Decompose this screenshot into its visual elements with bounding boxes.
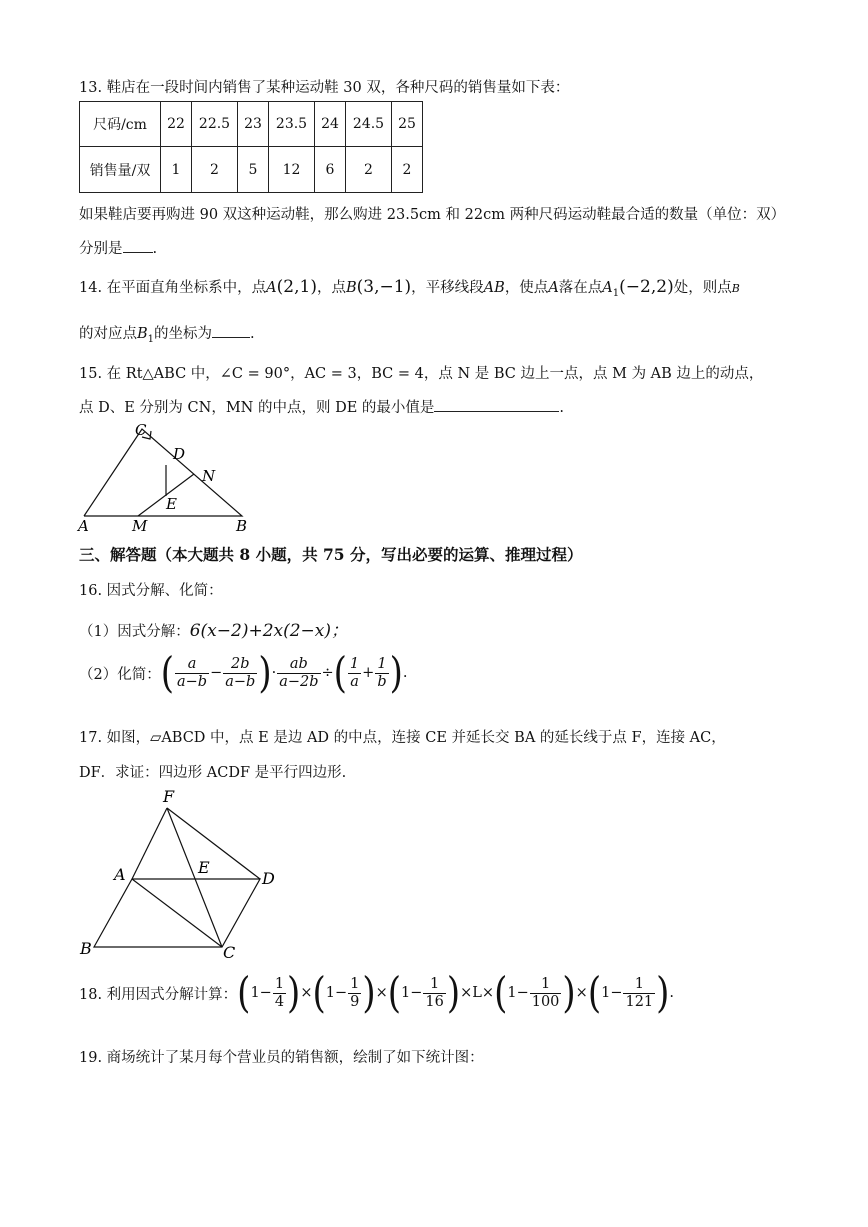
numerator: 1 (530, 976, 562, 994)
label-c: C (223, 943, 236, 962)
q13-text2 (79, 237, 157, 258)
numerator: ab (277, 656, 320, 674)
label-c: C (135, 421, 147, 439)
times-sign: × (481, 985, 495, 1002)
label-b: B (236, 517, 248, 535)
numerator: 1 (375, 656, 388, 674)
paren-left: ( (160, 648, 174, 699)
fraction (423, 976, 445, 1010)
q15-text: . (559, 400, 564, 416)
table-cell: 23.5 (269, 102, 315, 147)
one-minus: 1− (401, 985, 423, 1002)
label-a: A (114, 865, 126, 884)
table-header-size: 尺码/cm (80, 102, 161, 147)
table-cell: 22.5 (192, 102, 238, 147)
paren-right: ) (362, 968, 376, 1019)
denominator: 4 (274, 993, 285, 1010)
q19-text: 19. 商场统计了某月每个营业员的销售额，绘制了如下统计图： (79, 1050, 484, 1066)
paren-left: ( (312, 968, 326, 1019)
table-cell: 2 (346, 147, 392, 193)
q17-line2: DF．求证：四边形 ACDF 是平行四边形. (79, 765, 347, 781)
q13-text1: 如果鞋店要再购进 90 双这种运动鞋，那么购进 23.5cm 和 22cm 两种尺码运动鞋最合适的数量（单位：双） (79, 207, 786, 223)
denominator: a−b (225, 673, 256, 690)
q16-part2 (79, 648, 408, 699)
numerator: 1 (423, 976, 445, 994)
q16-part1-expr: 6(x−2)+2x(2−x)； (189, 621, 349, 641)
label-a: A (78, 517, 89, 535)
q14-line1 (79, 276, 740, 299)
q14-text: ，点 (316, 280, 346, 296)
q18-expression (79, 968, 675, 1019)
denominator: a (350, 673, 359, 690)
numerator: 1 (623, 976, 655, 994)
paren-left: ( (587, 968, 602, 1019)
label-n: N (202, 467, 216, 485)
label-d: D (173, 445, 186, 463)
paren-left: ( (333, 648, 347, 699)
q14-text: . (250, 326, 255, 342)
q14-point-a: A (548, 280, 559, 296)
one-minus: 1− (601, 985, 623, 1002)
q14-text: 的对应点 (79, 326, 137, 342)
denominator: b (377, 673, 387, 690)
label-d: D (262, 869, 275, 888)
table-cell: 24 (315, 102, 346, 147)
q14-segment-ab: AB (483, 280, 505, 296)
q14-text: 落在点 (558, 280, 603, 296)
fraction (277, 656, 320, 690)
fraction (223, 656, 257, 690)
numerator: a (175, 656, 209, 674)
table-cell: 2 (192, 147, 238, 193)
q14-a1-coord: (−2,2) (619, 277, 674, 297)
one-minus: 1− (250, 985, 272, 1002)
q17-parallelogram-figure (72, 784, 292, 964)
label-f: F (163, 787, 175, 806)
table-cell: 24.5 (346, 102, 392, 147)
paren-right: ) (287, 968, 301, 1019)
table-cell: 23 (238, 102, 269, 147)
q14-b1-sub: 1 (147, 333, 155, 345)
denominator: a−2b (279, 673, 319, 690)
numerator: 1 (274, 976, 285, 992)
answer-blank (123, 251, 153, 253)
q13-intro: 13. 鞋店在一段时间内销售了某种运动鞋 30 双，各种尺码的销售量如下表： (79, 80, 570, 96)
numerator: 1 (349, 656, 360, 672)
denominator: a−b (177, 673, 208, 690)
size-sales-table (79, 101, 423, 193)
q16-part2-label: （2）化简： (79, 666, 161, 683)
dot-operator: · (271, 665, 277, 682)
period: . (402, 665, 408, 682)
paren-right: ) (389, 648, 403, 699)
paren-right: ) (446, 968, 461, 1019)
table-cell: 6 (315, 147, 346, 193)
divide-sign: ÷ (321, 665, 334, 682)
answer-blank (434, 410, 559, 412)
times-sign: × (300, 985, 313, 1002)
period: . (669, 985, 675, 1002)
q14-point-b: B (731, 282, 740, 295)
numerator: 1 (350, 976, 360, 992)
q13-text2-label: 分别是 (79, 241, 123, 257)
table-cell: 25 (392, 102, 423, 147)
q14-point-a: A (266, 280, 277, 296)
one-minus: 1− (325, 985, 348, 1002)
ellipsis-glyph: L (472, 985, 482, 1002)
q16-title: 16. 因式分解、化简： (79, 583, 223, 599)
paren-left: ( (494, 968, 508, 1019)
table-header-sales: 销售量/双 (80, 147, 161, 193)
label-b: B (80, 939, 92, 958)
q14-a1-sub: 1 (612, 287, 620, 299)
label-e: E (198, 858, 210, 877)
q14-b-coord: (3,−1) (356, 277, 412, 297)
table-cell: 2 (392, 147, 423, 193)
q16-part1 (79, 616, 348, 641)
q16-part1-label: （1）因式分解： (79, 624, 190, 640)
numerator: 2b (223, 656, 257, 674)
label-e: E (166, 495, 177, 513)
denominator: 121 (625, 993, 654, 1010)
q15-text: 点 D、E 分别为 CN，MN 的中点，则 DE 的最小值是 (79, 400, 435, 416)
q15-triangle-figure (70, 418, 270, 536)
minus-sign: − (210, 665, 223, 682)
label-m: M (132, 517, 148, 535)
q14-text: 处，则点 (673, 280, 732, 296)
q14-point-b: B (345, 280, 357, 296)
q14-text: 14. 在平面直角坐标系中，点 (79, 280, 267, 296)
q15-line2 (79, 396, 564, 417)
paren-left: ( (387, 968, 402, 1019)
q17-line1: 17. 如图，▱ABCD 中，点 E 是边 AD 的中点，连接 CE 并延长交 BA 的延长线于点 F，连接 AC， (79, 730, 726, 746)
times-sign: × (375, 985, 388, 1002)
q13-text2-end: . (152, 241, 158, 257)
plus-sign: + (362, 665, 375, 682)
q14-text: ，平移线段 (411, 280, 484, 296)
paren-right: ) (656, 968, 670, 1019)
q14-point-a1: A (602, 280, 613, 296)
answer-blank (212, 336, 250, 338)
times-sign: × (460, 985, 473, 1002)
paren-left: ( (237, 968, 251, 1019)
section-3-heading: 三、解答题（本大题共 8 小题，共 75 分，写出必要的运算、推理过程） (79, 545, 583, 564)
table-cell: 12 (269, 147, 315, 193)
denominator: 16 (425, 993, 444, 1010)
one-minus: 1− (507, 985, 529, 1002)
table-cell: 5 (238, 147, 269, 193)
q18-label: 18. 利用因式分解计算： (79, 986, 238, 1003)
fraction (175, 656, 209, 690)
q14-point-b1: B (137, 326, 148, 342)
paren-right: ) (562, 968, 576, 1019)
q14-text: 的坐标为 (154, 326, 213, 342)
fraction (623, 976, 655, 1010)
fraction (530, 976, 562, 1010)
table-cell: 1 (161, 147, 192, 193)
fraction (273, 976, 286, 1010)
table-cell: 22 (161, 102, 192, 147)
denominator: 100 (531, 993, 560, 1010)
times-sign: × (575, 985, 588, 1002)
fraction (375, 656, 388, 690)
fraction (348, 976, 361, 1010)
paren-right: ) (258, 648, 272, 699)
denominator: 9 (350, 993, 360, 1010)
q14-text: ，使点 (504, 280, 549, 296)
q15-line1: 15. 在 Rt△ABC 中，∠C = 90°，AC = 3，BC = 4，点 N 是 BC 边上一点，点 M 为 AB 边上的动点， (79, 366, 764, 382)
fraction (348, 656, 361, 690)
q14-a-coord: (2,1) (276, 277, 317, 297)
q14-line2 (79, 322, 255, 345)
